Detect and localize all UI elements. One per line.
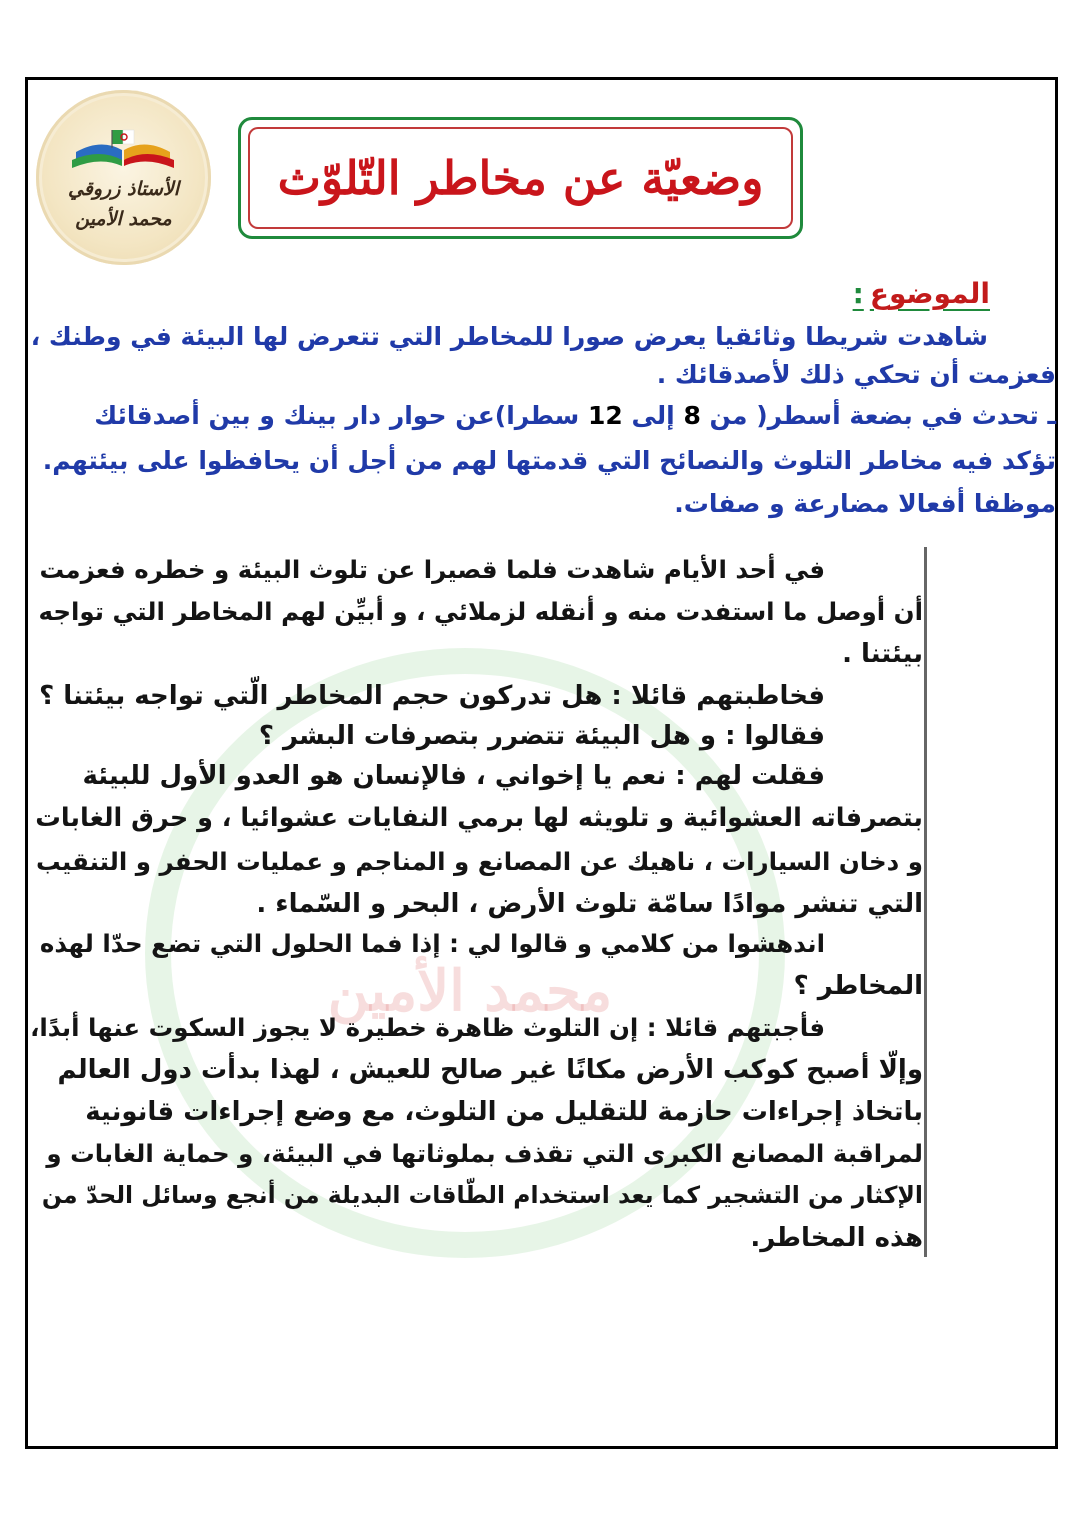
essay-side-rule: [924, 547, 927, 1257]
essay-line-13: وإلّا أصبح كوكب الأرض مكانًا غير صالح للعيش ، لهذا بدأت دول العالم: [57, 1055, 923, 1085]
essay-line-16: الإكثار من التشجير كما يعد استخدام الطّاقات البديلة من أنجع وسائل الحدّ من: [41, 1181, 923, 1209]
subject-colon: :: [852, 277, 864, 310]
essay-line-12: فأجبتهم قائلا : إن التلوث ظاهرة خطيرة لا يجوز السكوت عنها أبدًا،: [30, 1013, 825, 1042]
logo-text-line1: الأستاذ زروقي: [67, 178, 180, 200]
task-line-3: موظفا أفعالا مضارعة و صفات.: [674, 489, 1056, 518]
subject-heading: [853, 277, 990, 310]
task-line1-after: سطرا)عن حوار دار بينك و بين أصدقائك: [94, 401, 588, 430]
essay-line-4: فخاطبتهم قائلا : هل تدركون حجم المخاطر الّتي تواجه بيئتنا ؟: [39, 681, 825, 711]
essay-line-3: بيئتنا .: [842, 639, 923, 669]
task-min-lines: 8: [683, 401, 701, 430]
essay-line-5: فقالوا : و هل البيئة تتضرر بتصرفات البشر ؟: [258, 721, 825, 751]
task-line-2: تؤكد فيه مخاطر التلوث والنصائح التي قدمتها لهم من أجل أن يحافظوا على بيئتهم.: [42, 446, 1056, 475]
task-line1-before: ـ تحدث في بضعة أسطر( من: [700, 401, 1056, 430]
essay-line-11: المخاطر ؟: [793, 971, 923, 1001]
essay-line-9: التي تنشر موادًا سامّة تلوث الأرض ، البحر و السّماء .: [256, 889, 923, 919]
essay-line-7: بتصرفاته العشوائية و تلويثه لها برمي النفايات عشوائيا ، و حرق الغابات: [35, 803, 923, 833]
task-line-1: [94, 401, 1056, 430]
essay-line-2: أن أوصل ما استفدت منه و أنقله لزملائي ، و أبيِّن لهم المخاطر التي تواجه: [38, 597, 923, 626]
essay-line-10: اندهشوا من كلامي و قالوا لي : إذا فما الحلول التي تضع حدّا لهذه: [39, 929, 825, 958]
logo-text-line2: محمد الأمين: [75, 208, 172, 230]
title-inner-frame: [248, 127, 793, 229]
author-logo-seal: [36, 90, 211, 265]
subject-line-2: فعزمت أن تحكي ذلك لأصدقائك .: [656, 360, 1056, 389]
title-frame: [238, 117, 803, 239]
subject-label: الموضوع: [869, 277, 990, 310]
subject-line-1: شاهدت شريطا وثائقيا يعرض صورا للمخاطر التي تتعرض لها البيئة في وطنك ،: [30, 322, 988, 351]
essay-line-1: في أحد الأيام شاهدت فلما قصيرا عن تلوث البيئة و خطره فعزمت: [39, 555, 825, 584]
essay-line-6: فقلت لهم : نعم يا إخواني ، فالإنسان هو العدو الأول للبيئة: [82, 761, 825, 791]
task-line1-mid: إلى: [622, 401, 684, 430]
essay-line-8: و دخان السيارات ، ناهيك عن المصانع و المناجم و عمليات الحفر و التنقيب: [36, 847, 923, 876]
task-max-lines: 12: [587, 401, 623, 430]
essay-line-15: لمراقبة المصانع الكبرى التي تقذف بملوثاتها في البيئة، و حماية الغابات و: [46, 1139, 923, 1168]
essay-line-17: هذه المخاطر.: [750, 1223, 923, 1253]
watermark-text: محمد الأمين: [327, 958, 613, 1024]
page-title: وضعيّة عن مخاطر التّلوّث: [277, 151, 764, 205]
essay-line-14: باتخاذ إجراءات حازمة للتقليل من التلوث، مع وضع إجراءات قانونية: [85, 1097, 923, 1127]
